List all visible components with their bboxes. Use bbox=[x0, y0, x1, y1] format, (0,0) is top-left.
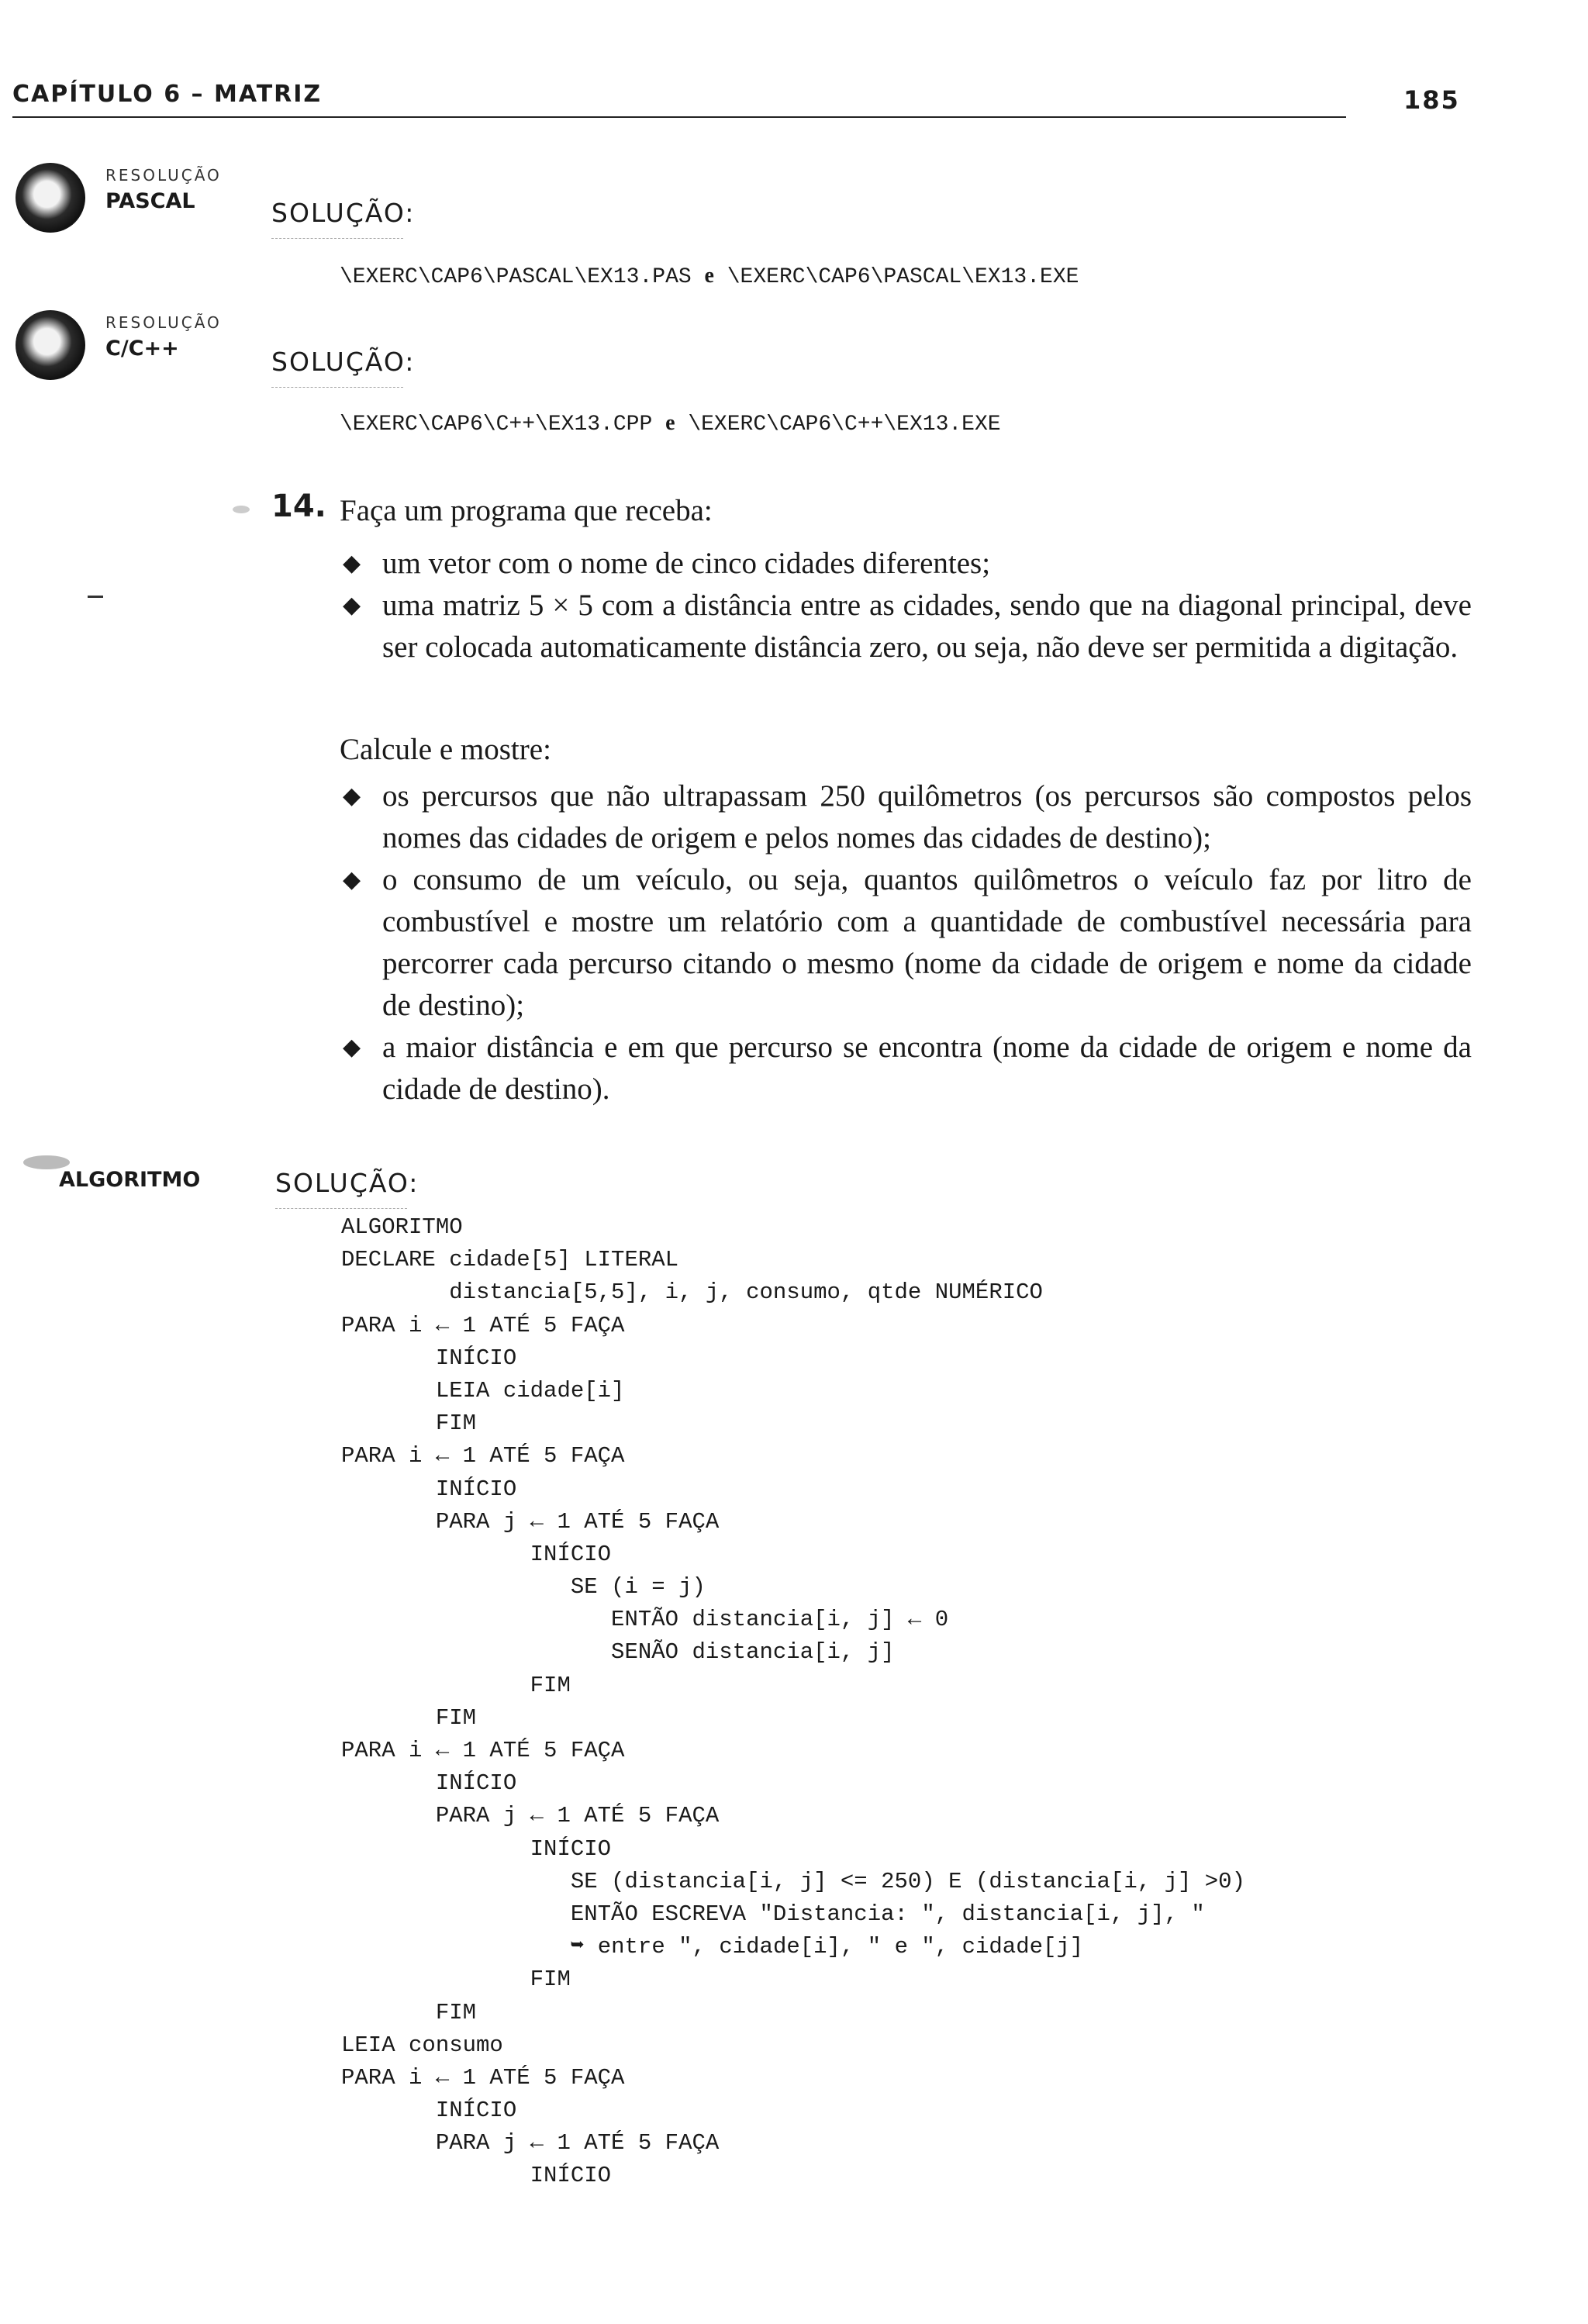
code-line: LEIA cidade[i] bbox=[341, 1377, 625, 1404]
path-separator: e bbox=[704, 264, 714, 288]
cd-icon bbox=[16, 163, 85, 233]
code-line: distancia[5,5], i, j, consumo, qtde NUMÉRICO bbox=[341, 1279, 1043, 1306]
code-line: PARA i ← 1 ATÉ 5 FAÇA bbox=[341, 1738, 625, 1763]
code-line: INÍCIO bbox=[341, 1476, 517, 1502]
cpp-solution-path bbox=[340, 411, 1001, 437]
code-line: ENTÃO ESCREVA "Distancia: ", distancia[i, j], " bbox=[341, 1901, 1205, 1927]
code-line: INÍCIO bbox=[341, 1345, 517, 1371]
code-line: INÍCIO bbox=[341, 1770, 517, 1797]
code-line: PARA i ← 1 ATÉ 5 FAÇA bbox=[341, 2064, 625, 2091]
list-item-text: o consumo de um veículo, ou seja, quantos quilômetros o veículo faz por litro de combustível e mostre um relatório com a quantidade de combustível necessária para percorrer cada percurso citando o mesmo (nome da cidade de origem e nome da cidade de destino); bbox=[382, 863, 1472, 1022]
code-line: SE (i = j) bbox=[341, 1574, 706, 1601]
code-line: FIM bbox=[341, 1704, 477, 1731]
diamond-bullet-icon: ◆ bbox=[343, 783, 361, 809]
code-line: INÍCIO bbox=[341, 2163, 612, 2189]
badge-pascal-label: PASCAL bbox=[105, 189, 195, 213]
badge-resolucao-label: RESOLUÇÃO bbox=[105, 313, 222, 332]
list-item bbox=[340, 1027, 1472, 1110]
pascal-exe-path: \EXERC\CAP6\PASCAL\EX13.EXE bbox=[727, 265, 1079, 289]
scan-smudge bbox=[233, 506, 250, 513]
exercise-intro: Faça um programa que receba: bbox=[340, 494, 713, 527]
diamond-bullet-icon: ◆ bbox=[343, 867, 361, 893]
algorithm-code-block bbox=[341, 1211, 1245, 2193]
cpp-source-path: \EXERC\CAP6\C++\EX13.CPP bbox=[340, 413, 653, 437]
exercise-input-list bbox=[340, 543, 1472, 668]
diamond-bullet-icon: ◆ bbox=[343, 1034, 361, 1060]
list-item-text: os percursos que não ultrapassam 250 quilômetros (os percursos são compostos pelos nomes das cidades de origem e pelos nomes das cidades de destino); bbox=[382, 779, 1472, 855]
code-line: INÍCIO bbox=[341, 2098, 517, 2124]
code-line: INÍCIO bbox=[341, 1541, 612, 1567]
code-line: PARA i ← 1 ATÉ 5 FAÇA bbox=[341, 1443, 625, 1469]
code-line: SENÃO distancia[i, j] bbox=[341, 1639, 895, 1666]
list-item-text: um vetor com o nome de cinco cidades diferentes; bbox=[382, 547, 991, 580]
code-line: PARA i ← 1 ATÉ 5 FAÇA bbox=[341, 1312, 625, 1338]
code-line: FIM bbox=[341, 1999, 477, 2025]
code-line: ENTÃO distancia[i, j] ← 0 bbox=[341, 1607, 949, 1633]
list-item bbox=[340, 585, 1472, 668]
page-header bbox=[12, 78, 1346, 118]
list-item bbox=[340, 775, 1472, 859]
diamond-bullet-icon: ◆ bbox=[343, 551, 361, 576]
pascal-source-path: \EXERC\CAP6\PASCAL\EX13.PAS bbox=[340, 265, 692, 289]
chapter-title: CAPÍTULO 6 – MATRIZ bbox=[12, 81, 323, 108]
calc-intro: Calcule e mostre: bbox=[340, 733, 551, 766]
code-line: INÍCIO bbox=[341, 1835, 612, 1862]
diamond-bullet-icon: ◆ bbox=[343, 592, 361, 618]
pascal-solution-path bbox=[340, 264, 1079, 289]
list-item bbox=[340, 859, 1472, 1027]
list-item bbox=[340, 543, 1472, 585]
exercise-output-list bbox=[340, 775, 1472, 1110]
code-line: FIM bbox=[341, 1967, 571, 1993]
cpp-solution-label: SOLUÇÃO: bbox=[271, 347, 416, 377]
page-number: 185 bbox=[1403, 85, 1460, 115]
badge-resolucao-label: RESOLUÇÃO bbox=[105, 166, 222, 185]
path-separator: e bbox=[665, 411, 675, 435]
code-line: PARA j ← 1 ATÉ 5 FAÇA bbox=[341, 1803, 720, 1829]
pascal-solution-label: SOLUÇÃO: bbox=[271, 198, 416, 228]
code-line: ➥ entre ", cidade[i], " e ", cidade[j] bbox=[341, 1934, 1084, 1960]
cpp-exe-path: \EXERC\CAP6\C++\EX13.EXE bbox=[688, 413, 1001, 437]
code-line: LEIA consumo bbox=[341, 2032, 503, 2058]
margin-dash bbox=[88, 596, 103, 598]
list-item-text: a maior distância e em que percurso se encontra (nome da cidade de origem e nome da cidade de destino). bbox=[382, 1031, 1472, 1106]
list-item-text: uma matriz 5 × 5 com a distância entre as cidades, sendo que na diagonal principal, deve ser colocada automaticamente distância zero, ou seja, não deve ser permitida a digitação. bbox=[382, 589, 1472, 664]
code-line: SE (distancia[i, j] <= 250) E (distancia[i, j] >0) bbox=[341, 1868, 1245, 1894]
exercise-number: 14. bbox=[271, 489, 326, 524]
code-line: DECLARE cidade[5] LITERAL bbox=[341, 1247, 679, 1273]
code-line: FIM bbox=[341, 1411, 477, 1437]
code-line: ALGORITMO bbox=[341, 1214, 463, 1240]
badge-algoritmo-label: ALGORITMO bbox=[59, 1168, 201, 1192]
code-line: PARA j ← 1 ATÉ 5 FAÇA bbox=[341, 2130, 720, 2157]
code-line: PARA j ← 1 ATÉ 5 FAÇA bbox=[341, 1508, 720, 1535]
code-line: FIM bbox=[341, 1672, 571, 1698]
badge-cpp-label: C/C++ bbox=[105, 337, 179, 361]
cd-icon bbox=[16, 310, 85, 380]
algoritmo-solution-label: SOLUÇÃO: bbox=[275, 1168, 419, 1198]
